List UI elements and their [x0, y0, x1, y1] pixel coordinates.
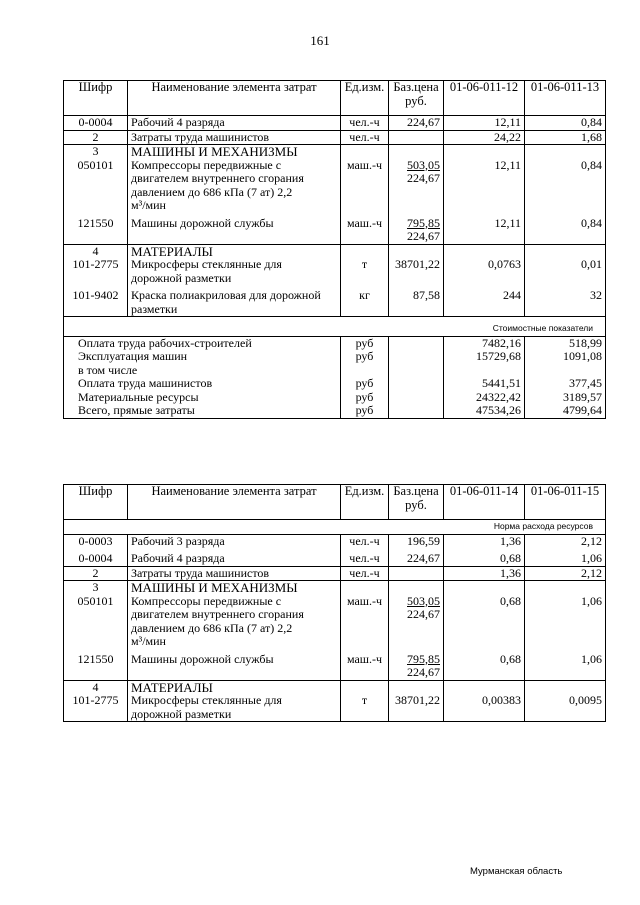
section-row [64, 244, 606, 258]
cell-code: 121550 [64, 649, 128, 681]
col-header-price: Баз.цена руб. [389, 81, 444, 116]
col-header-code: Шифр [64, 485, 128, 520]
cell-value: 244 [444, 285, 525, 317]
summary-label: Эксплуатация машин [64, 350, 341, 364]
summary-value: 24322,42 [444, 391, 525, 405]
table-header-row [64, 485, 606, 520]
cell-value: 32 [525, 285, 606, 317]
cell-value: 1,06 [525, 649, 606, 681]
cell-price [389, 566, 444, 581]
cell-value: 0,68 [444, 548, 525, 566]
summary-unit: руб [341, 404, 389, 418]
col-header-code-b: 01-06-011-15 [525, 485, 606, 520]
cell-name: Компрессоры передвижные с двигателем внутреннего сгорания давлением до 686 кПа (7 ат) 2,2 м³/мин [128, 595, 341, 649]
summary-value: 377,45 [525, 377, 606, 391]
summary-row [64, 377, 606, 391]
cell-unit: маш.-ч [341, 649, 389, 681]
col-header-name: Наименование элемента затрат [128, 485, 341, 520]
cell-unit: чел.-ч [341, 130, 389, 145]
cell-code: 0-0004 [64, 548, 128, 566]
table-row [64, 159, 606, 213]
cell-name: Машины дорожной службы [128, 213, 341, 245]
summary-label: Оплата труда рабочих-строителей [64, 336, 341, 350]
summary-label: Материальные ресурсы [64, 391, 341, 405]
summary-row [64, 364, 606, 378]
section-title: МАТЕРИАЛЫ [128, 680, 341, 694]
table-row [64, 694, 606, 722]
summary-value: 15729,68 [444, 350, 525, 364]
cell-unit: чел.-ч [341, 116, 389, 131]
cell-code: 050101 [64, 595, 128, 649]
norm-title-row [64, 520, 606, 535]
cell-unit: чел.-ч [341, 566, 389, 581]
cell-value: 0,84 [525, 213, 606, 245]
section-row [64, 145, 606, 159]
norm-title: Норма расхода ресурсов [64, 520, 606, 535]
cell-value: 1,36 [444, 566, 525, 581]
cell-value: 1,36 [444, 534, 525, 548]
summary-value: 7482,16 [444, 336, 525, 350]
section-title: МАТЕРИАЛЫ [128, 244, 341, 258]
summary-unit: руб [341, 336, 389, 350]
cell-value: 0,0095 [525, 694, 606, 722]
summary-title-row [64, 317, 606, 337]
cell-price: 224,67 [389, 548, 444, 566]
col-header-unit: Ед.изм. [341, 485, 389, 520]
col-header-code-a: 01-06-011-12 [444, 81, 525, 116]
summary-label: в том числе [64, 364, 341, 378]
cell-value: 0,01 [525, 258, 606, 285]
footer-region: Мурманская область [470, 866, 563, 877]
cell-name: Рабочий 4 разряда [128, 548, 341, 566]
table-row [64, 130, 606, 145]
cell-name: Микросферы стеклянные для дорожной разметки [128, 258, 341, 285]
col-header-price: Баз.цена руб. [389, 485, 444, 520]
summary-row [64, 391, 606, 405]
table-row [64, 534, 606, 548]
cell-unit: кг [341, 285, 389, 317]
section-number: 4 [64, 244, 128, 258]
cell-price: 503,05 224,67 [389, 159, 444, 213]
cell-unit: чел.-ч [341, 534, 389, 548]
cell-value: 0,00383 [444, 694, 525, 722]
cell-code: 0-0003 [64, 534, 128, 548]
cell-code: 0-0004 [64, 116, 128, 131]
cell-unit: маш.-ч [341, 595, 389, 649]
cell-price: 196,59 [389, 534, 444, 548]
cell-unit: маш.-ч [341, 159, 389, 213]
cell-value: 12,11 [444, 213, 525, 245]
col-header-name: Наименование элемента затрат [128, 81, 341, 116]
cell-name: Затраты труда машинистов [128, 130, 341, 145]
cell-unit: т [341, 258, 389, 285]
cell-value: 0,0763 [444, 258, 525, 285]
cell-code: 2 [64, 130, 128, 145]
cell-price: 795,85 224,67 [389, 649, 444, 681]
cell-value: 0,84 [525, 159, 606, 213]
summary-value: 5441,51 [444, 377, 525, 391]
table-row [64, 213, 606, 245]
cell-unit: маш.-ч [341, 213, 389, 245]
section-title: МАШИНЫ И МЕХАНИЗМЫ [128, 145, 341, 159]
cell-value: 1,06 [525, 548, 606, 566]
cell-code: 050101 [64, 159, 128, 213]
cell-price: 503,05 224,67 [389, 595, 444, 649]
cell-code: 101-9402 [64, 285, 128, 317]
cell-name: Рабочий 4 разряда [128, 116, 341, 131]
table-row [64, 258, 606, 285]
summary-unit: руб [341, 391, 389, 405]
cell-value: 2,12 [525, 534, 606, 548]
cell-code: 101-2775 [64, 258, 128, 285]
cell-code: 2 [64, 566, 128, 581]
cell-name: Машины дорожной службы [128, 649, 341, 681]
summary-row [64, 350, 606, 364]
table-row [64, 285, 606, 317]
cell-name: Компрессоры передвижные с двигателем внутреннего сгорания давлением до 686 кПа (7 ат) 2,2 м³/мин [128, 159, 341, 213]
cell-value: 12,11 [444, 159, 525, 213]
section-number: 4 [64, 680, 128, 694]
section-number: 3 [64, 581, 128, 595]
cell-price: 38701,22 [389, 694, 444, 722]
summary-row [64, 404, 606, 418]
cell-name: Микросферы стеклянные для дорожной разметки [128, 694, 341, 722]
summary-row [64, 336, 606, 350]
cell-price [389, 130, 444, 145]
summary-value: 1091,08 [525, 350, 606, 364]
resource-table-1 [63, 80, 606, 419]
table-row [64, 116, 606, 131]
page-number: 161 [310, 33, 330, 48]
summary-value: 3189,57 [525, 391, 606, 405]
summary-unit: руб [341, 350, 389, 364]
col-header-code-b: 01-06-011-13 [525, 81, 606, 116]
cell-code: 101-2775 [64, 694, 128, 722]
summary-title: Стоимостные показатели [64, 317, 606, 337]
cell-value: 1,06 [525, 595, 606, 649]
table-row [64, 649, 606, 681]
summary-unit: руб [341, 377, 389, 391]
summary-value: 4799,64 [525, 404, 606, 418]
cell-value: 0,84 [525, 116, 606, 131]
table-row [64, 566, 606, 581]
summary-value: 47534,26 [444, 404, 525, 418]
summary-label: Всего, прямые затраты [64, 404, 341, 418]
summary-label: Оплата труда машинистов [64, 377, 341, 391]
cell-name: Рабочий 3 разряда [128, 534, 341, 548]
cell-value: 0,68 [444, 649, 525, 681]
cell-price: 224,67 [389, 116, 444, 131]
col-header-unit: Ед.изм. [341, 81, 389, 116]
cell-unit: чел.-ч [341, 548, 389, 566]
cell-value: 1,68 [525, 130, 606, 145]
section-title: МАШИНЫ И МЕХАНИЗМЫ [128, 581, 341, 595]
cell-price: 795,85 224,67 [389, 213, 444, 245]
cell-value: 2,12 [525, 566, 606, 581]
cell-value: 0,68 [444, 595, 525, 649]
cell-unit: т [341, 694, 389, 722]
cell-price: 38701,22 [389, 258, 444, 285]
summary-value: 518,99 [525, 336, 606, 350]
cell-price: 87,58 [389, 285, 444, 317]
cell-value: 24,22 [444, 130, 525, 145]
cell-value: 12,11 [444, 116, 525, 131]
col-header-code: Шифр [64, 81, 128, 116]
col-header-code-a: 01-06-011-14 [444, 485, 525, 520]
section-row [64, 581, 606, 595]
table-row [64, 595, 606, 649]
section-row [64, 680, 606, 694]
cell-code: 121550 [64, 213, 128, 245]
table-row [64, 548, 606, 566]
table-header-row [64, 81, 606, 116]
resource-table-2 [63, 484, 606, 722]
cell-name: Краска полиакриловая для дорожной разметки [128, 285, 341, 317]
cell-name: Затраты труда машинистов [128, 566, 341, 581]
section-number: 3 [64, 145, 128, 159]
